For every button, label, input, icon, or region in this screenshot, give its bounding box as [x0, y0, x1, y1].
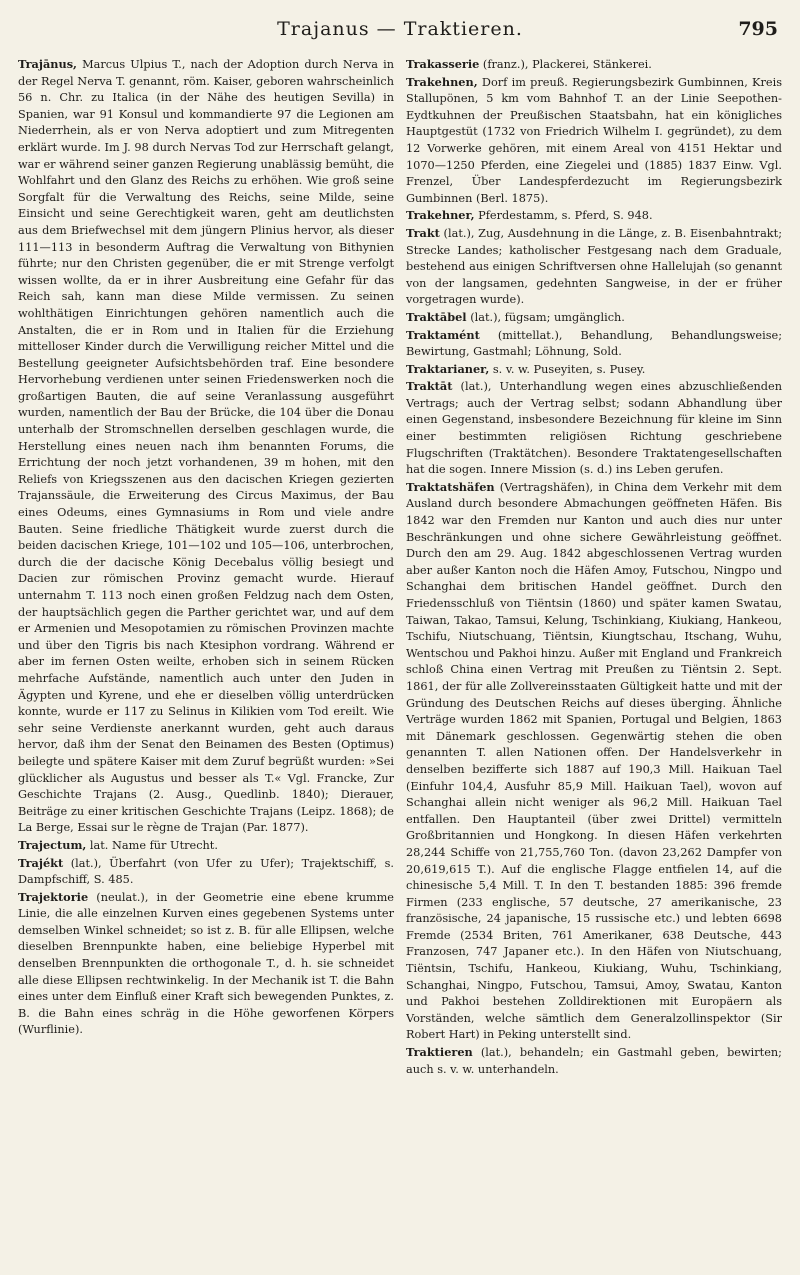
dictionary-entry	[406, 309, 782, 327]
entry-text: (lat.), Unterhandlung wegen eines abzuschließenden Vertrags; auch der Vertrag selbst; sodann Abhandlung über einen Gegenstand, insbesondere Bezeichnung für kleine im Sinn einer bestimmten religiösen Richtung geschriebene Flugschriften (Traktätchen). Besondere Traktatengesellschaften hat die sogen. Innere Mission (s. d.) ins Leben gerufen.	[406, 380, 782, 477]
entry-headword: Trakehner,	[406, 208, 475, 223]
entry-text: s. v. w. Puseyiten, s. Pusey.	[489, 362, 646, 376]
right-column	[406, 56, 782, 1261]
entry-headword: Traktatshäfen	[406, 479, 495, 494]
entry-text: (lat.), Überfahrt (von Ufer zu Ufer); Trajektschiff, s. Dampfschiff, S. 485.	[18, 856, 394, 887]
entry-text: (mittellat.), Behandlung, Behandlungsweise; Bewirtung, Gastmahl; Löhnung, Sold.	[406, 328, 782, 359]
page-header	[0, 12, 800, 48]
dictionary-entry	[406, 225, 782, 309]
dictionary-entry	[406, 361, 782, 379]
dictionary-entry	[406, 1044, 782, 1078]
entry-headword: Traktarianer,	[406, 361, 490, 376]
dictionary-entry	[406, 327, 782, 361]
entry-headword: Trajékt	[18, 855, 64, 870]
entry-text: Marcus Ulpius T., nach der Adoption durch Nerva in der Regel Nerva T. genannt, röm. Kaiser, geboren wahrscheinlich 56 n. Chr. zu Italica (in der Nähe des heutigen Sevilla) in Spanien, war 91 Konsul und kommandierte 97 die Legionen am Niederrhein, als er von Nerva adoptiert und zum Mitregenten erklärt wurde. Im J. 98 durch Nervas Tod zur Herrschaft gelangt, war er während seiner ganzen Regierung unablässig bemüht, die Wohlfahrt und den Glanz des Reichs zu erhöhen. Wie groß seine Sorgfalt für die Verwaltung des Reichs, seine Milde, seine Einsicht und seine Gerechtigkeit waren, geht am deutlichsten aus dem Briefwechsel mit dem jüngern Plinius hervor, als dieser 111—113 in besonderm Auftrag die Verwaltung von Bithynien führte; nur den Christen gegenüber, die er mit Strenge verfolgt wissen wollte, da er in ihrer Ausbreitung eine Gefahr für das Reich sah, kann man diese Milde vermissen. Zu seinen wohlthätigen Einrichtungen gehören namentlich auch die Anstalten, die er in Rom und in Italien für die Erziehung mittelloser Kinder durch die Verwilligung reicher Mittel und die Bestellung geeigneter Aufsichtsbehörden traf. Eine besondere Hervorhebung verdienen unter seinen Friedenswerken noch die großartigen Bauten, die auf seine Veranlassung ausgeführt wurden, namentlich der Bau der Brücke, die 104 über die Donau unterhalb der Stromschnellen derselben geschlagen wurde, die Herstellung eines neuen nach ihm benannten Forums, die Errichtung der noch jetzt vorhandenen, 39 m hohen, mit den Reliefs von Kriegsszenen aus den dacischen Kriegen gezierten Trajanssäule, die Erweiterung des Circus Maximus, der Bau eines Odeums, eines Gymnasiums in Rom und viele andre Bauten. Seine friedliche Thätigkeit wurde zuerst durch die beiden dacischen Kriege, 101—102 und 105—106, unterbrochen, durch die der dacische König Decebalus völlig besiegt und Dacien zur römischen Provinz gemacht wurde. Hierauf unternahm T. 113 noch einen großen Feldzug nach dem Osten, der hauptsächlich gegen die Parther gerichtet war, und auf dem er Armenien und Mesopotamien zu römischen Provinzen machte und über den Tigris bis nach Ktesiphon vordrang. Während er aber im fernen Osten weilte, erhoben sich in seinem Rücken mehrfache Aufstände, namentlich auch unter den Juden in Ägypten und Kyrene, und ehe er dieselben völlig unterdrücken konnte, wurde er 117 zu Selinus in Kilikien vom Tod ereilt. Wie sehr seine Verdienste anerkannt wurden, geht auch daraus hervor, daß ihm der Senat den Beinamen des Besten (Optimus) beilegte und spätere Kaiser mit dem Zuruf begrüßt wurden: »Sei glücklicher als Augustus und besser als T.« Vgl. Francke, Zur Geschichte Trajans (2. Ausg., Quedlinb. 1840); Dierauer, Beiträge zu einer kritischen Geschichte Trajans (Leipz. 1868); de La Berge, Essai sur le règne de Trajan (Par. 1877).	[18, 58, 394, 835]
entry-headword: Trajektorie	[18, 889, 89, 904]
text-columns	[18, 56, 782, 1261]
entry-headword: Trakasserie	[406, 57, 480, 71]
entry-headword: Trajānus,	[18, 57, 77, 71]
dictionary-entry	[18, 56, 394, 837]
dictionary-entry	[18, 837, 394, 855]
entry-text: Pferdestamm, s. Pferd, S. 948.	[474, 209, 653, 223]
entry-headword: Trajectum,	[18, 837, 87, 852]
dictionary-entry	[18, 855, 394, 889]
dictionary-entry	[406, 378, 782, 479]
entry-text: (Vertragshäfen), in China dem Verkehr mit dem Ausland durch besondere Abmachungen geöffneten Häfen. Bis 1842 war den Fremden nur Kanton und auch dies nur unter Beschränkungen und ohne sichere Gewährleistung geöffnet. Durch den am 29. Aug. 1842 abgeschlossenen Vertrag wurden aber außer Kanton noch die Häfen Amoy, Futschou, Ningpo und Schanghai dem britischen Handel geöffnet. Durch den Friedensschluß von Tiëntsin (1860) und später kamen Swatau, Taiwan, Takao, Tamsui, Kelung, Tschinkiang, Kiukiang, Hankeou, Tschifu, Niutschuang, Tiëntsin, Kiungtschau, Itschang, Wuhu, Wentschou und Pakhoi hinzu. Außer mit England und Frankreich schloß China einen Vertrag mit Preußen zu Tiëntsin 2. Sept. 1861, der für alle Zollvereinsstaaten Gültigkeit hatte und mit der Gründung des Deutschen Reichs auf dieses überging. Ähnliche Verträge wurden 1862 mit Spanien, Portugal und Belgien, 1863 mit Dänemark geschlossen. Gegenwärtig stehen die oben genannten T. allen Nationen offen. Der Handelsverkehr in denselben bezifferte sich 1887 auf 190,3 Mill. Haikuan Tael (Einfuhr 104,4, Ausfuhr 85,9 Mill. Haikuan Tael), wovon auf Schanghai allein nicht weniger als 96,2 Mill. Haikuan Tael entfallen. Den Hauptanteil (über zwei Drittel) vermitteln Großbritannien und Hongkong. In diesen Häfen verkehrten 28,244 Schiffe von 21,755,760 Ton. (davon 23,262 Dampfer von 20,619,615 T.). Auf die englische Flagge entfielen 14, auf die chinesische 5,4 Mill. T. In den T. bestanden 1885: 396 fremde Firmen (233 englische, 57 deutsche, 27 amerikanische, 23 französische, 24 japanische, 15 russische etc.) und lebten 6698 Fremde (2534 Briten, 761 Amerikaner, 638 Deutsche, 443 Franzosen, 747 Japaner etc.). In den Häfen von Niutschuang, Tiëntsin, Tschifu, Hankeou, Kiukiang, Wuhu, Tschinkiang, Schanghai, Ningpo, Futschou, Tamsui, Amoy, Swatau, Kanton und Pakhoi bestehen Zolldirektionen mit Europäern als Vorständen, welche sämtlich dem Generalzollinspektor (Sir Robert Hart) in Peking unterstellt sind.	[406, 480, 782, 1042]
entry-headword: Traktābel	[406, 309, 467, 324]
entry-text: lat. Name für Utrecht.	[86, 838, 218, 852]
entry-headword: Trakehnen,	[406, 74, 478, 89]
dictionary-entry	[406, 74, 782, 208]
dictionary-entry	[18, 889, 394, 1039]
page-number: 795	[738, 18, 778, 40]
dictionary-entry	[406, 207, 782, 225]
entry-text: (lat.), Zug, Ausdehnung in die Länge, z. B. Eisenbahntrakt; Strecke Landes; katholischer Festgesang nach dem Graduale, bestehend aus einigen Schriftversen ohne Hallelujah (so genannt von der langsamen, gedehnten Sangweise, in der er früher vorgetragen wurde).	[406, 226, 782, 307]
entry-text: (lat.), behandeln; ein Gastmahl geben, bewirten; auch s. v. w. unterhandeln.	[406, 1046, 782, 1076]
running-title: Trajanus — Traktieren.	[277, 18, 523, 40]
left-column	[18, 56, 394, 1261]
entry-text: (franz.), Plackerei, Stänkerei.	[479, 58, 652, 71]
entry-headword: Traktamént	[406, 327, 480, 342]
entry-text: Dorf im preuß. Regierungsbezirk Gumbinnen, Kreis Stallupönen, 5 km vom Bahnhof T. an der Linie Seepothen-Eydtkuhnen der Preußischen Staatsbahn, hat ein königliches Hauptgestüt (1732 von Friedrich Wilhelm I. gegründet), zu dem 12 Vorwerke gehören, mit einem Areal von 4151 Hektar und 1070—1250 Pferden, eine Ziegelei und (1885) 1837 Einw. Vgl. Frenzel, Über Landespferdezucht im Regierungsbezirk Gumbinnen (Berl. 1875).	[406, 75, 782, 205]
entry-text: (lat.), fügsam; umgänglich.	[466, 310, 625, 324]
entry-headword: Traktāt	[406, 379, 453, 394]
entry-text: (neulat.), in der Geometrie eine ebene krumme Linie, die alle einzelnen Kurven eines gegebenen Systems unter demselben Winkel schneidet; so ist z. B. für alle Ellipsen, welche dieselben Brennpunkte haben, eine beliebige Hyperbel mit denselben Brennpunkten die orthogonale T., d. h. sie schneidet alle diese Ellipsen rechtwinkelig. In der Mechanik ist T. die Bahn eines unter dem Einfluß einer Kraft sich bewegenden Punktes, z. B. die Bahn eines schräg in die Höhe geworfenen Körpers (Wurflinie).	[18, 890, 394, 1037]
dictionary-entry	[406, 479, 782, 1044]
entry-headword: Traktieren	[406, 1045, 473, 1060]
entry-headword: Trakt	[406, 225, 440, 240]
dictionary-entry	[406, 56, 782, 74]
